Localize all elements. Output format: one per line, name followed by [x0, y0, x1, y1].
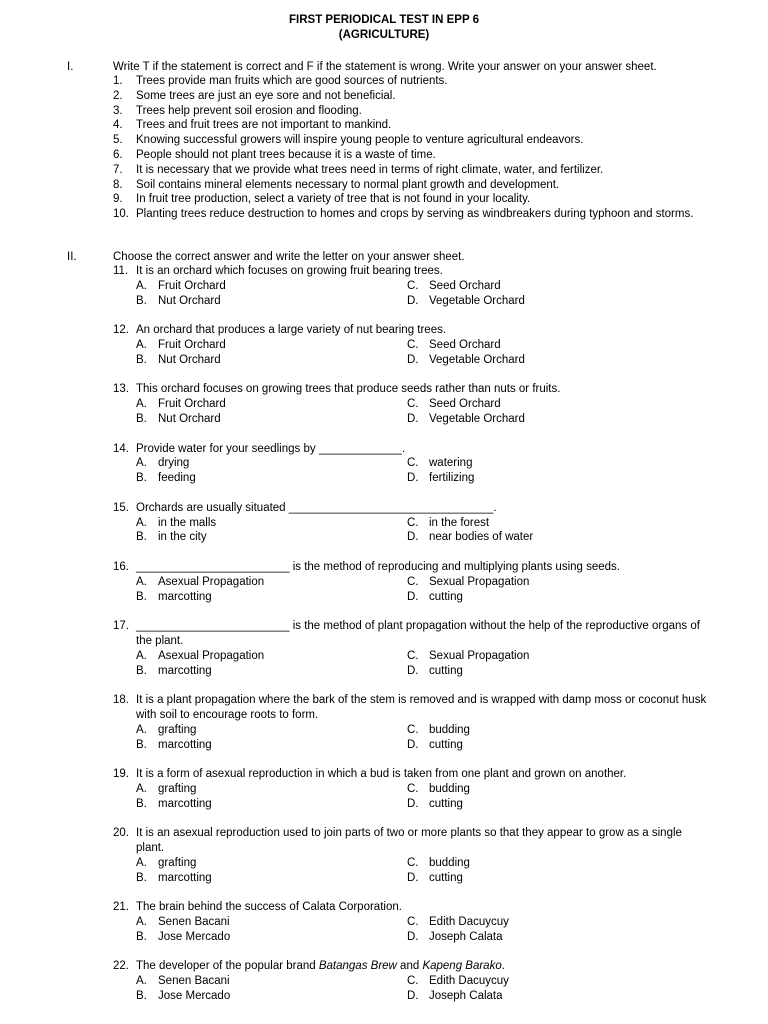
- choice-letter: C.: [407, 856, 419, 869]
- choice-letter: B.: [136, 294, 147, 307]
- choices: [136, 516, 713, 546]
- question-text: [136, 382, 713, 397]
- item-number: 4.: [113, 119, 123, 132]
- choice-a: [136, 456, 407, 471]
- choice-text: grafting: [158, 723, 197, 736]
- choice-d: [407, 664, 707, 679]
- question-number: 14.: [113, 442, 129, 455]
- choice-letter: A.: [136, 338, 147, 351]
- question-stem: [113, 767, 713, 782]
- question: [113, 501, 713, 545]
- question-text-part: Orchards are usually situated: [136, 501, 289, 514]
- choice-text: Seed Orchard: [429, 279, 501, 292]
- question: [113, 442, 713, 486]
- choice-b: [136, 989, 407, 1004]
- choice-letter: A.: [136, 398, 147, 411]
- choice-letter: B.: [136, 738, 147, 751]
- question-text-part: .: [401, 442, 406, 455]
- choices: [136, 856, 713, 886]
- tf-item: [113, 133, 713, 148]
- choice-text: marcotting: [158, 590, 212, 603]
- choice-b: [136, 930, 407, 945]
- choice-a: [136, 575, 407, 590]
- choice-text: budding: [429, 723, 470, 736]
- choice-text: Joseph Calata: [429, 990, 503, 1003]
- question: [113, 826, 713, 885]
- choice-text: Fruit Orchard: [158, 398, 226, 411]
- choice-text: marcotting: [158, 797, 212, 810]
- question-text: [136, 501, 713, 516]
- choice-letter: A.: [136, 723, 147, 736]
- question-text-part: It is an orchard which focuses on growing fruit bearing trees.: [136, 265, 443, 277]
- choice-a: [136, 279, 407, 294]
- item-statement: Trees help prevent soil erosion and flooding.: [136, 104, 362, 117]
- choice-a: [136, 397, 407, 412]
- choice-letter: B.: [136, 472, 147, 485]
- choice-d: [407, 738, 707, 753]
- choice-letter: C.: [407, 975, 419, 988]
- choice-text: Asexual Propagation: [158, 649, 265, 662]
- choice-text: Edith Dacuycuy: [429, 975, 509, 988]
- question-text-part: and: [396, 960, 423, 973]
- choices: [136, 397, 713, 427]
- choice-text: Seed Orchard: [429, 398, 501, 411]
- question-stem: [113, 693, 713, 723]
- brand-name: Kapeng Barako: [422, 960, 502, 973]
- choice-d: [407, 590, 707, 605]
- choice-letter: B.: [136, 531, 147, 544]
- item-number: 7.: [113, 163, 123, 176]
- item-statement: Knowing successful growers will inspire young people to venture agricultural endeavors.: [136, 134, 584, 147]
- item-statement: Some trees are just an eye sore and not beneficial.: [136, 89, 396, 102]
- item-number: 8.: [113, 178, 123, 191]
- choice-letter: D.: [407, 294, 419, 307]
- choices: [136, 723, 713, 753]
- item-number: 5.: [113, 134, 123, 147]
- choice-text: Nut Orchard: [158, 294, 221, 307]
- question-text: [136, 264, 713, 279]
- choice-letter: B.: [136, 930, 147, 943]
- choice-text: Jose Mercado: [158, 930, 231, 943]
- question-text-part: It is a plant propagation where the bark of the stem is removed and is wrapped with damp moss or coconut husk with soil to encourage roots to form.: [136, 694, 707, 721]
- true-false-list: [113, 74, 713, 222]
- choice-letter: B.: [136, 871, 147, 884]
- choice-a: [136, 782, 407, 797]
- choice-b: [136, 871, 407, 886]
- brand-name: Batangas Brew: [318, 960, 397, 973]
- choice-c: [407, 456, 707, 471]
- question-text: [136, 693, 713, 723]
- question-text: [136, 619, 713, 649]
- choice-b: [136, 471, 407, 486]
- choice-letter: C.: [407, 916, 419, 929]
- question: [113, 959, 713, 1003]
- choice-d: [407, 989, 707, 1004]
- choice-letter: D.: [407, 797, 419, 810]
- choices: [136, 456, 713, 486]
- choice-letter: A.: [136, 916, 147, 929]
- choice-c: [407, 516, 707, 531]
- item-number: 2.: [113, 89, 123, 102]
- choice-text: Nut Orchard: [158, 412, 221, 425]
- choice-text: marcotting: [158, 738, 212, 751]
- choice-a: [136, 915, 407, 930]
- question: [113, 900, 713, 944]
- choice-text: in the forest: [429, 516, 490, 529]
- choice-letter: D.: [407, 353, 419, 366]
- question-stem: [113, 959, 713, 974]
- choice-text: budding: [429, 782, 470, 795]
- choice-letter: C.: [407, 457, 419, 470]
- question-number: 18.: [113, 694, 129, 707]
- question-number: 19.: [113, 768, 129, 781]
- choice-letter: A.: [136, 782, 147, 795]
- choice-d: [407, 294, 707, 309]
- question-text-part: An orchard that produces a large variety of nut bearing trees.: [136, 324, 447, 337]
- choice-letter: C.: [407, 398, 419, 411]
- choice-text: cutting: [429, 738, 463, 751]
- choice-letter: B.: [136, 990, 147, 1003]
- item-statement: People should not plant trees because it is a waste of time.: [136, 148, 436, 161]
- question: [113, 323, 713, 367]
- choices: [136, 915, 713, 945]
- question-text-part: This orchard focuses on growing trees that produce seeds rather than nuts or fruits.: [136, 383, 561, 396]
- choice-d: [407, 471, 707, 486]
- choice-text: feeding: [158, 472, 196, 485]
- choice-b: [136, 294, 407, 309]
- choice-d: [407, 871, 707, 886]
- choice-letter: A.: [136, 516, 147, 529]
- item-statement: Planting trees reduce destruction to homes and crops by serving as windbreakers during typhoon and storms.: [136, 208, 694, 221]
- item-statement: It is necessary that we provide what trees need in terms of right climate, water, and fertilizer.: [136, 163, 604, 176]
- choice-a: [136, 516, 407, 531]
- tf-item: [113, 89, 713, 104]
- choice-text: grafting: [158, 782, 197, 795]
- question-number: 22.: [113, 960, 129, 973]
- question-stem: [113, 501, 713, 516]
- choice-c: [407, 279, 707, 294]
- tf-item: [113, 178, 713, 193]
- choice-d: [407, 353, 707, 368]
- question-number: 12.: [113, 324, 129, 337]
- choice-letter: A.: [136, 975, 147, 988]
- choice-text: in the city: [158, 531, 207, 544]
- question: [113, 560, 713, 604]
- item-number: 3.: [113, 104, 123, 117]
- section-1-instruction: Write T if the statement is correct and F if the statement is wrong. Write your answer on your answer sheet.: [113, 61, 657, 73]
- question-number: 20.: [113, 827, 129, 840]
- choice-letter: B.: [136, 590, 147, 603]
- question-number: 21.: [113, 901, 129, 914]
- choice-text: Edith Dacuycuy: [429, 916, 509, 929]
- choice-text: cutting: [429, 590, 463, 603]
- choice-d: [407, 530, 707, 545]
- question: [113, 264, 713, 308]
- choice-c: [407, 575, 707, 590]
- choice-d: [407, 930, 707, 945]
- question: [113, 693, 713, 752]
- choice-text: cutting: [429, 664, 463, 677]
- question-stem: [113, 560, 713, 575]
- question-number: 15.: [113, 501, 129, 514]
- choice-text: Fruit Orchard: [158, 338, 226, 351]
- choice-b: [136, 664, 407, 679]
- choice-a: [136, 649, 407, 664]
- tf-item: [113, 118, 713, 133]
- multiple-choice-list: [113, 264, 713, 1019]
- choice-letter: B.: [136, 412, 147, 425]
- choice-letter: D.: [407, 871, 419, 884]
- choice-text: marcotting: [158, 664, 212, 677]
- question-text: [136, 959, 713, 974]
- section-2-instruction: Choose the correct answer and write the letter on your answer sheet.: [113, 251, 465, 263]
- choice-letter: A.: [136, 457, 147, 470]
- item-number: 1.: [113, 75, 123, 87]
- choice-text: cutting: [429, 797, 463, 810]
- question: [113, 767, 713, 811]
- choices: [136, 782, 713, 812]
- item-number: 6.: [113, 148, 123, 161]
- choice-letter: D.: [407, 590, 419, 603]
- item-statement: In fruit tree production, select a variety of tree that is not found in your locality.: [136, 193, 531, 206]
- choice-letter: C.: [407, 516, 419, 529]
- choice-text: Joseph Calata: [429, 930, 503, 943]
- choice-c: [407, 649, 707, 664]
- choice-text: Asexual Propagation: [158, 575, 265, 588]
- question-text-part: It is an asexual reproduction used to join parts of two or more plants so that they appear to grow as a single plant.: [136, 827, 682, 855]
- choice-text: Seed Orchard: [429, 338, 501, 351]
- choice-c: [407, 856, 707, 871]
- choice-b: [136, 590, 407, 605]
- choice-c: [407, 397, 707, 412]
- question: [113, 382, 713, 426]
- choice-text: in the malls: [158, 516, 217, 529]
- choice-c: [407, 974, 707, 989]
- answer-blank: ________________________________: [288, 501, 494, 514]
- choice-d: [407, 412, 707, 427]
- choice-letter: D.: [407, 531, 419, 544]
- question-number: 16.: [113, 560, 129, 573]
- choices: [136, 649, 713, 679]
- tf-item: [113, 207, 713, 222]
- choice-text: Sexual Propagation: [429, 649, 530, 662]
- choice-text: fertilizing: [429, 472, 475, 485]
- choice-a: [136, 338, 407, 353]
- test-title: FIRST PERIODICAL TEST IN EPP 6: [289, 14, 479, 26]
- question-text: [136, 442, 713, 457]
- choice-text: Senen Bacani: [158, 975, 230, 988]
- choice-letter: D.: [407, 990, 419, 1003]
- choice-text: grafting: [158, 856, 197, 869]
- question-text-part: It is a form of asexual reproduction in which a bud is taken from one plant and grown on another.: [136, 768, 627, 781]
- choices: [136, 338, 713, 368]
- choice-text: cutting: [429, 871, 463, 884]
- choice-c: [407, 782, 707, 797]
- choice-a: [136, 723, 407, 738]
- tf-item: [113, 192, 713, 207]
- choice-letter: B.: [136, 353, 147, 366]
- item-number: 10.: [113, 208, 129, 221]
- choice-letter: A.: [136, 856, 147, 869]
- choice-text: budding: [429, 856, 470, 869]
- answer-blank: ________________________: [136, 620, 290, 633]
- choice-letter: C.: [407, 338, 419, 351]
- question-text: [136, 900, 713, 915]
- choice-letter: D.: [407, 664, 419, 677]
- choice-text: drying: [158, 457, 190, 470]
- choice-b: [136, 797, 407, 812]
- question-text: [136, 560, 713, 575]
- question-stem: [113, 323, 713, 338]
- answer-blank: ________________________: [136, 560, 290, 573]
- item-statement: Trees and fruit trees are not important to mankind.: [136, 119, 392, 132]
- choice-text: near bodies of water: [429, 531, 534, 544]
- question-text: [136, 826, 713, 856]
- choice-letter: C.: [407, 649, 419, 662]
- choice-text: Jose Mercado: [158, 990, 231, 1003]
- choices: [136, 279, 713, 309]
- choice-text: Nut Orchard: [158, 353, 221, 366]
- question-text-part: The brain behind the success of Calata Corporation.: [136, 901, 402, 914]
- choice-letter: D.: [407, 472, 419, 485]
- question-text-part: is the method of plant propagation without the help of the reproductive organs of the plant.: [136, 620, 700, 647]
- tf-item: [113, 104, 713, 119]
- choice-letter: D.: [407, 412, 419, 425]
- choice-letter: B.: [136, 797, 147, 810]
- question-number: 13.: [113, 383, 129, 396]
- choice-text: Vegetable Orchard: [429, 353, 525, 366]
- choice-a: [136, 974, 407, 989]
- item-number: 9.: [113, 193, 123, 206]
- section-2-numeral: II.: [67, 251, 77, 263]
- choice-text: marcotting: [158, 871, 212, 884]
- choice-letter: C.: [407, 782, 419, 795]
- question-number: 17.: [113, 620, 129, 633]
- tf-item: [113, 74, 713, 89]
- question-text-part: The developer of the popular brand: [136, 960, 319, 973]
- choice-letter: D.: [407, 738, 419, 751]
- question: [113, 619, 713, 678]
- choice-c: [407, 338, 707, 353]
- choices: [136, 575, 713, 605]
- section-1-numeral: I.: [67, 61, 74, 73]
- question-stem: [113, 382, 713, 397]
- choice-d: [407, 797, 707, 812]
- choice-letter: C.: [407, 723, 419, 736]
- question-text-part: .: [501, 960, 505, 973]
- choice-text: Fruit Orchard: [158, 279, 226, 292]
- question-text-part: Provide water for your seedlings by: [136, 442, 319, 455]
- question-text-part: is the method of reproducing and multiplying plants using seeds.: [289, 560, 621, 573]
- choice-letter: D.: [407, 930, 419, 943]
- question-number: 11.: [113, 265, 129, 277]
- choice-text: Vegetable Orchard: [429, 294, 525, 307]
- choice-letter: A.: [136, 575, 147, 588]
- choice-text: Sexual Propagation: [429, 575, 530, 588]
- choice-letter: B.: [136, 664, 147, 677]
- question-stem: [113, 826, 713, 856]
- choice-c: [407, 915, 707, 930]
- test-subtitle: (AGRICULTURE): [338, 29, 430, 41]
- question-stem: [113, 619, 713, 649]
- choice-c: [407, 723, 707, 738]
- question-text-part: .: [493, 501, 497, 514]
- question-text: [136, 323, 713, 338]
- question-stem: [113, 264, 713, 279]
- choice-b: [136, 412, 407, 427]
- choice-a: [136, 856, 407, 871]
- choice-letter: C.: [407, 575, 419, 588]
- item-statement: Soil contains mineral elements necessary to normal plant growth and development.: [136, 178, 560, 191]
- choice-text: watering: [429, 457, 473, 470]
- answer-blank: _____________: [318, 442, 402, 455]
- choice-text: Vegetable Orchard: [429, 412, 525, 425]
- choice-b: [136, 738, 407, 753]
- choice-letter: A.: [136, 279, 147, 292]
- choices: [136, 974, 713, 1004]
- tf-item: [113, 148, 713, 163]
- choice-letter: C.: [407, 279, 419, 292]
- choice-b: [136, 353, 407, 368]
- question-stem: [113, 900, 713, 915]
- tf-item: [113, 163, 713, 178]
- question-text: [136, 767, 713, 782]
- item-statement: Trees provide man fruits which are good sources of nutrients.: [136, 75, 448, 87]
- choice-text: Senen Bacani: [158, 916, 230, 929]
- choice-b: [136, 530, 407, 545]
- question-stem: [113, 442, 713, 457]
- choice-letter: A.: [136, 649, 147, 662]
